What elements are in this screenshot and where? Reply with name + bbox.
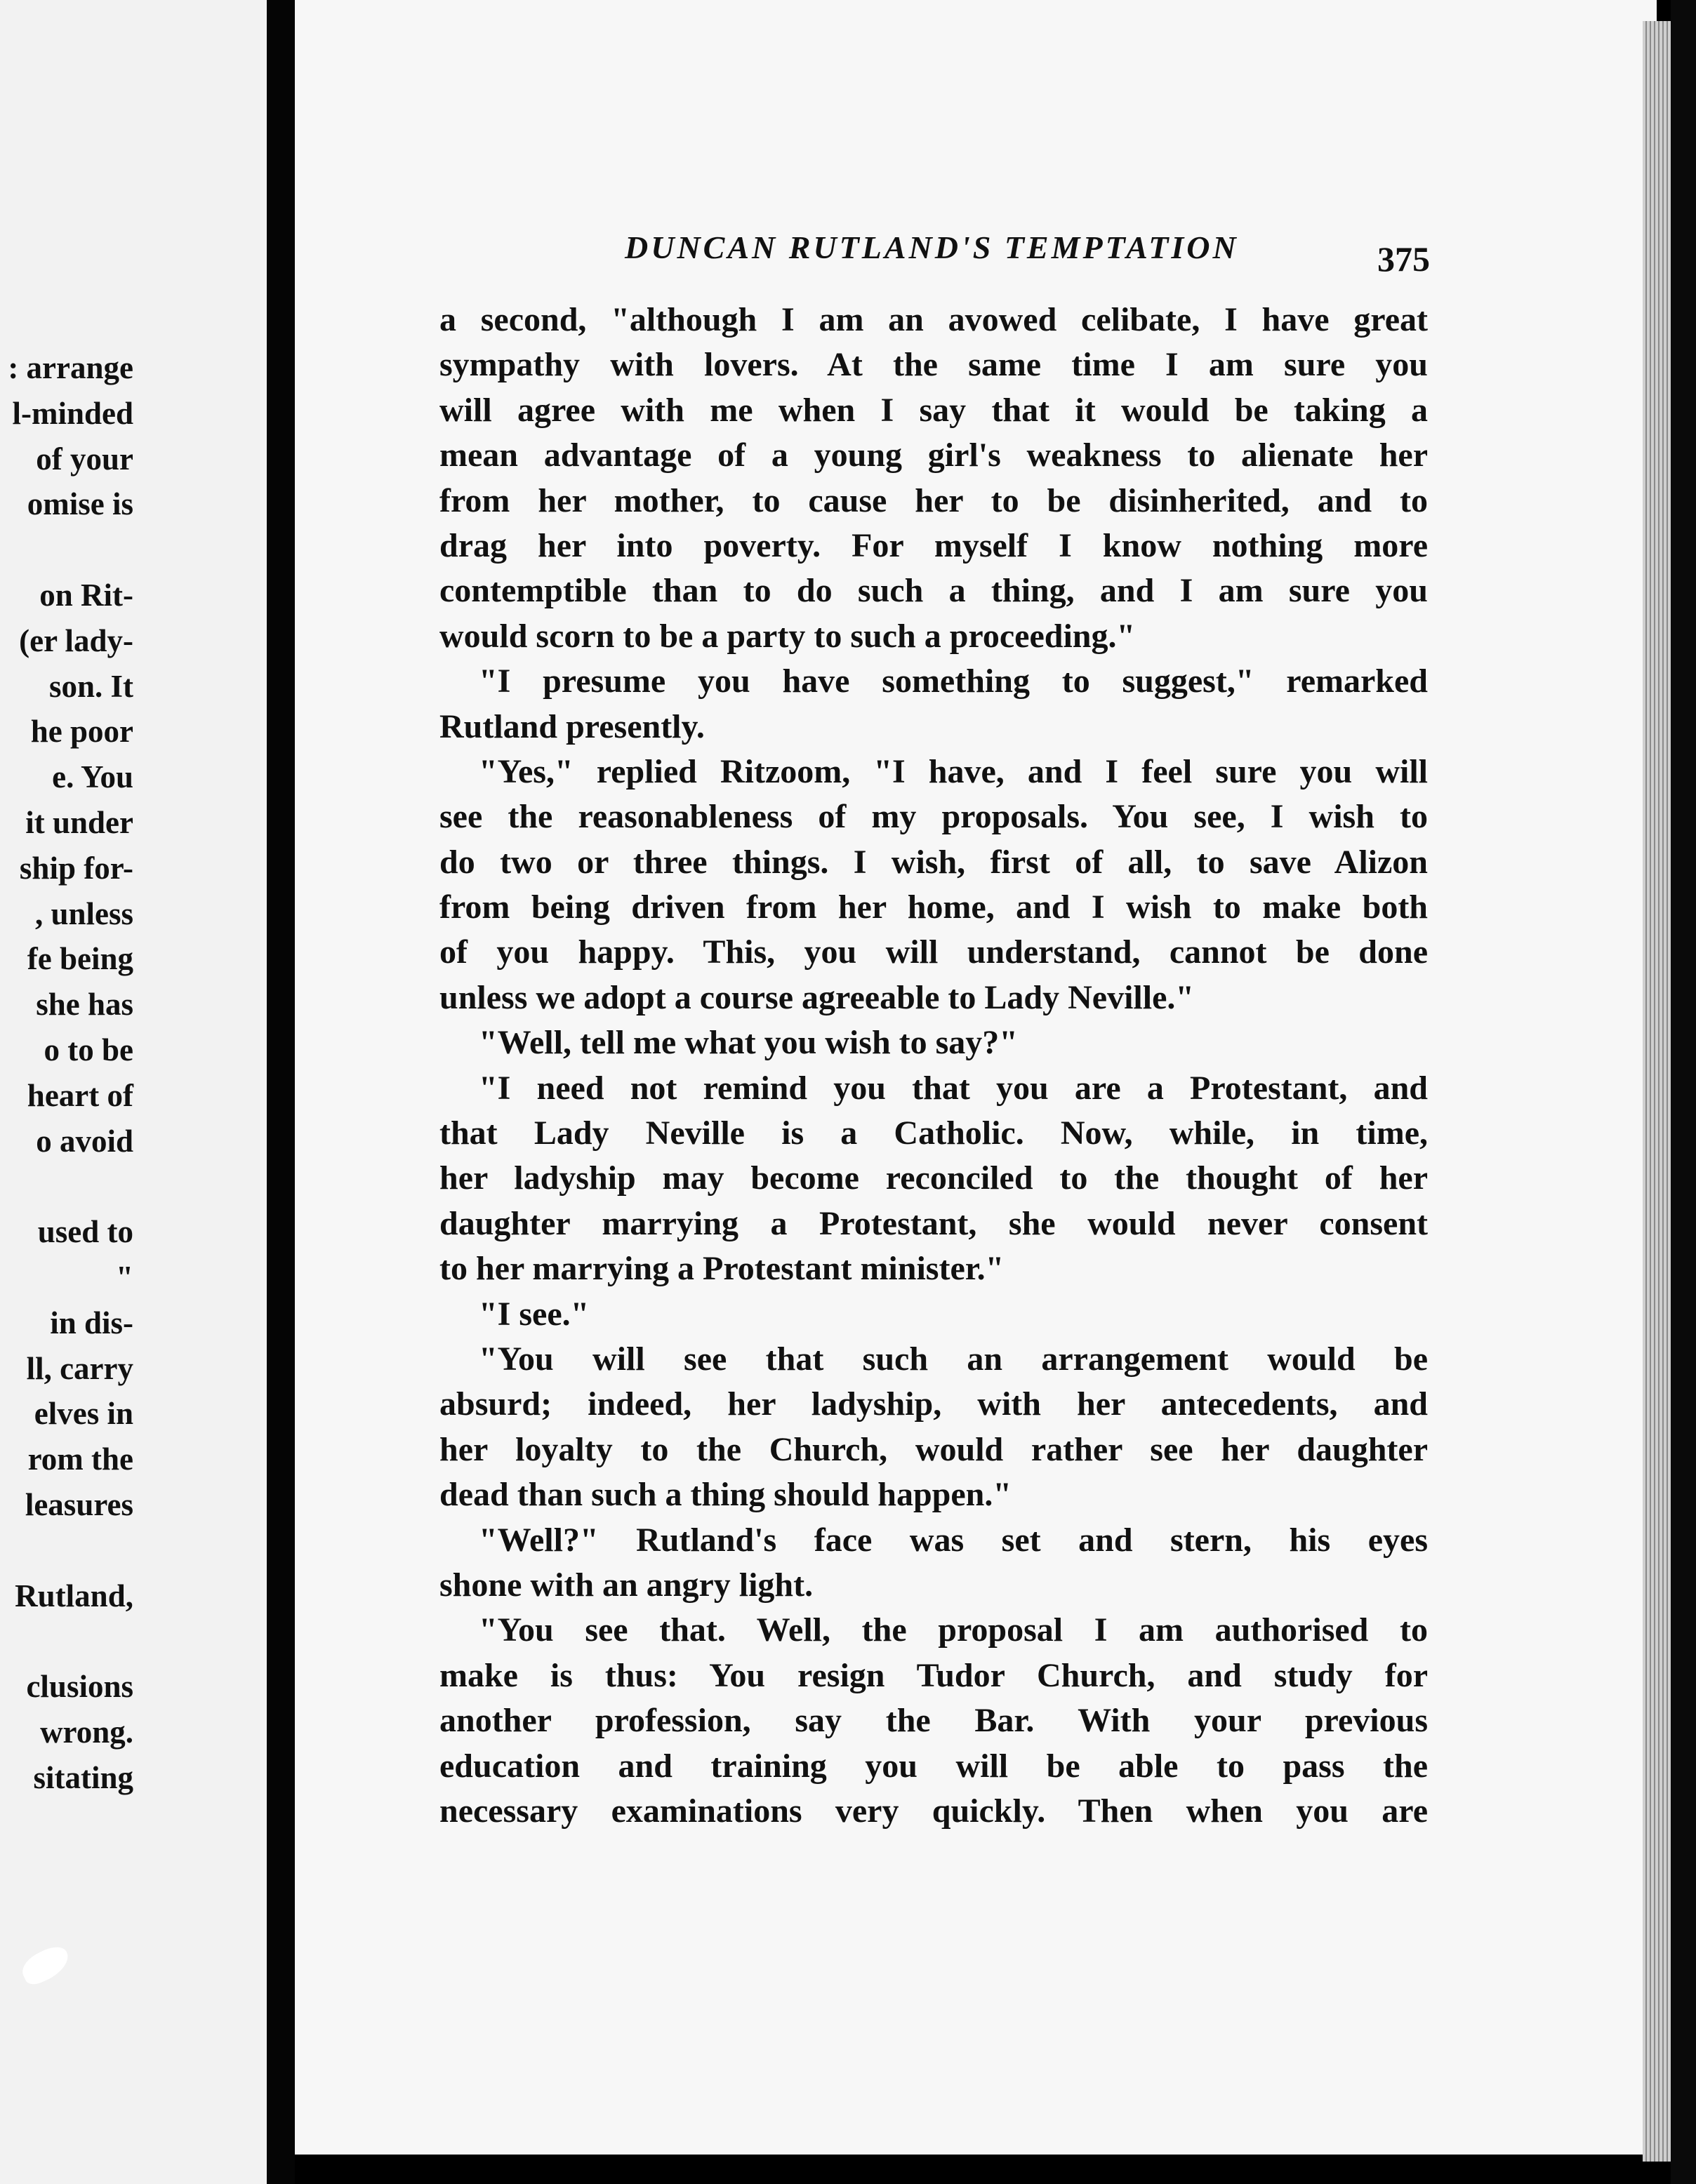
left-page-line: : arrange <box>8 350 133 385</box>
text-line: to her marrying a Protestant minister." <box>439 1250 1005 1288</box>
left-page-line: son. It <box>48 668 133 704</box>
text-line: that Lady Neville is a Catholic. Now, while, in time, <box>439 1114 1428 1152</box>
text-line: absurd; indeed, her ladyship, with her antecedents, and <box>439 1385 1428 1423</box>
text-line: necessary examinations very quickly. Then when you are <box>439 1792 1428 1830</box>
text-line: her loyalty to the Church, would rather see her daughter <box>439 1430 1428 1468</box>
left-page-line: heart of <box>27 1077 133 1113</box>
text-line: "I presume you have something to suggest," remarked <box>479 662 1428 700</box>
text-line: shone with an angry light. <box>439 1566 814 1604</box>
left-page-line: o to be <box>44 1032 133 1067</box>
left-page-line: ll, carry <box>26 1350 133 1386</box>
right-border <box>1671 0 1696 2184</box>
text-line: do two or three things. I wish, first of all, to save Alizon <box>439 843 1428 881</box>
text-line: drag her into poverty. For myself I know nothing more <box>439 526 1428 564</box>
left-page-line: Rutland, <box>15 1578 133 1613</box>
text-line: mean advantage of a young girl's weakness to alienate her <box>439 437 1428 474</box>
text-line: daughter marrying a Protestant, she would never consent <box>439 1204 1428 1242</box>
page-edges <box>1643 21 1671 2162</box>
left-page-line: ship for- <box>19 850 133 886</box>
left-page-line: she has <box>36 987 133 1023</box>
left-page-line: of your <box>36 441 133 477</box>
book-gutter <box>267 0 295 2184</box>
left-page-line: o avoid <box>36 1123 133 1159</box>
text-line: Rutland presently. <box>439 707 705 745</box>
text-line: education and training you will be able to pass the <box>439 1747 1428 1785</box>
text-line: sympathy with lovers. At the same time I am sure you <box>439 346 1428 384</box>
left-page-line: it under <box>25 805 133 840</box>
text-line: from her mother, to cause her to be disinherited, and to <box>439 481 1428 519</box>
left-page-line: he poor <box>30 714 133 750</box>
body-text <box>439 298 1428 1834</box>
left-page-line: e. You <box>52 759 133 795</box>
left-page-line: " <box>116 1260 133 1295</box>
text-line: "Well?" Rutland's face was set and stern, his eyes <box>479 1521 1428 1559</box>
text-line: "You will see that such an arrangement would be <box>479 1340 1428 1378</box>
text-line: contemptible than to do such a thing, and I am sure you <box>439 572 1428 610</box>
text-line: another profession, say the Bar. With your previous <box>439 1702 1428 1740</box>
text-line: dead than such a thing should happen." <box>439 1476 1012 1514</box>
left-page-line: fe being <box>27 941 133 977</box>
text-line: her ladyship may become reconciled to the thought of her <box>439 1159 1428 1197</box>
left-page-line: rom the <box>27 1441 133 1477</box>
left-page-line: l-minded <box>12 395 133 431</box>
left-page-line: sitating <box>33 1759 133 1795</box>
left-page-line: omise is <box>27 486 133 522</box>
left-page-line: on Rit- <box>39 578 133 613</box>
left-page-line: , unless <box>34 895 133 931</box>
left-facing-page <box>0 0 267 2184</box>
text-line: unless we adopt a course agreeable to Lady Neville." <box>439 978 1195 1016</box>
text-line: will agree with me when I say that it would be taking a <box>439 391 1428 429</box>
left-page-line: leasures <box>25 1487 133 1522</box>
text-line: would scorn to be a party to such a proceeding." <box>439 617 1136 655</box>
text-line: a second, "although I am an avowed celibate, I have great <box>439 301 1428 338</box>
left-page-line: in dis- <box>50 1305 133 1340</box>
page-number: 375 <box>1377 239 1430 279</box>
left-page-line: used to <box>37 1214 133 1250</box>
text-line: "I need not remind you that you are a Protestant, and <box>479 1069 1428 1107</box>
running-head: DUNCAN RUTLAND'S TEMPTATION <box>625 229 1239 265</box>
text-line: "I see." <box>479 1295 590 1333</box>
left-page-text <box>0 0 267 2184</box>
text-line: "Yes," replied Ritzoom, "I have, and I feel sure you will <box>479 752 1428 790</box>
left-page-line: elves in <box>34 1396 133 1432</box>
left-page-line: wrong. <box>40 1714 133 1750</box>
text-line: of you happy. This, you will understand, cannot be done <box>439 933 1428 971</box>
text-line: see the reasonableness of my proposals. You see, I wish to <box>439 798 1428 836</box>
left-page-line: (er lady- <box>19 622 133 658</box>
left-page-line: clusions <box>26 1669 133 1705</box>
text-line: "Well, tell me what you wish to say?" <box>479 1024 1018 1062</box>
text-line: make is thus: You resign Tudor Church, and study for <box>439 1656 1428 1694</box>
text-line: "You see that. Well, the proposal I am authorised to <box>479 1611 1428 1649</box>
text-line: from being driven from her home, and I wish to make both <box>439 888 1428 926</box>
